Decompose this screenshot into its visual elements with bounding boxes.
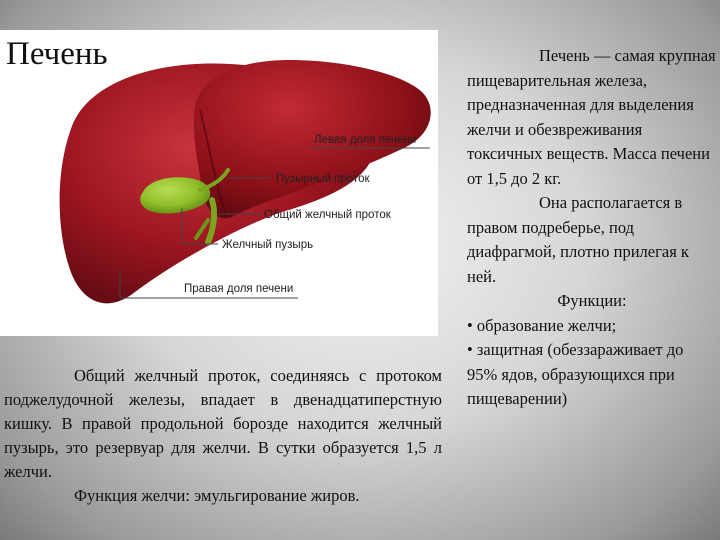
liver-diagram bbox=[0, 30, 438, 336]
right-text-block bbox=[467, 44, 717, 412]
label-cystic-duct: Пузырный проток bbox=[276, 173, 370, 185]
functions-heading: Функции: bbox=[557, 291, 627, 310]
label-gallbladder: Желчный пузырь bbox=[222, 239, 314, 251]
left-paragraph-2: Функция желчи: эмульгирование жиров. bbox=[74, 486, 360, 505]
label-right-lobe: Правая доля печени bbox=[184, 283, 294, 295]
label-left-lobe: Левая доля печени bbox=[314, 134, 417, 146]
left-paragraph-1: Общий желчный проток, соединяясь с протоком поджелудочной железы, впадает в двенадцатиперстную кишку. В правой продольной борозде находится желчный пузырь, это резервуар для желчи. В сутки образуется 1,5 л желчи. bbox=[4, 366, 442, 481]
right-paragraph-2: Она располагается в правом подреберье, под диафрагмой, плотно прилегая к ней. bbox=[467, 193, 689, 286]
page-title: Печень bbox=[6, 36, 108, 72]
left-text-block bbox=[4, 364, 442, 508]
function-bullet-1: • образование желчи; bbox=[467, 315, 617, 335]
label-common-bile-duct: Общий желчный проток bbox=[264, 209, 391, 221]
function-bullet-2: • защитная (обеззараживает до 95% ядов, образующихся при пищеварении) bbox=[467, 340, 684, 408]
right-paragraph-1: Печень — самая крупная пищеварительная железа, предназначенная для выделения желчи и обезвреживания токсичных веществ. Масса печени от 1,5 до 2 кг. bbox=[467, 46, 716, 188]
